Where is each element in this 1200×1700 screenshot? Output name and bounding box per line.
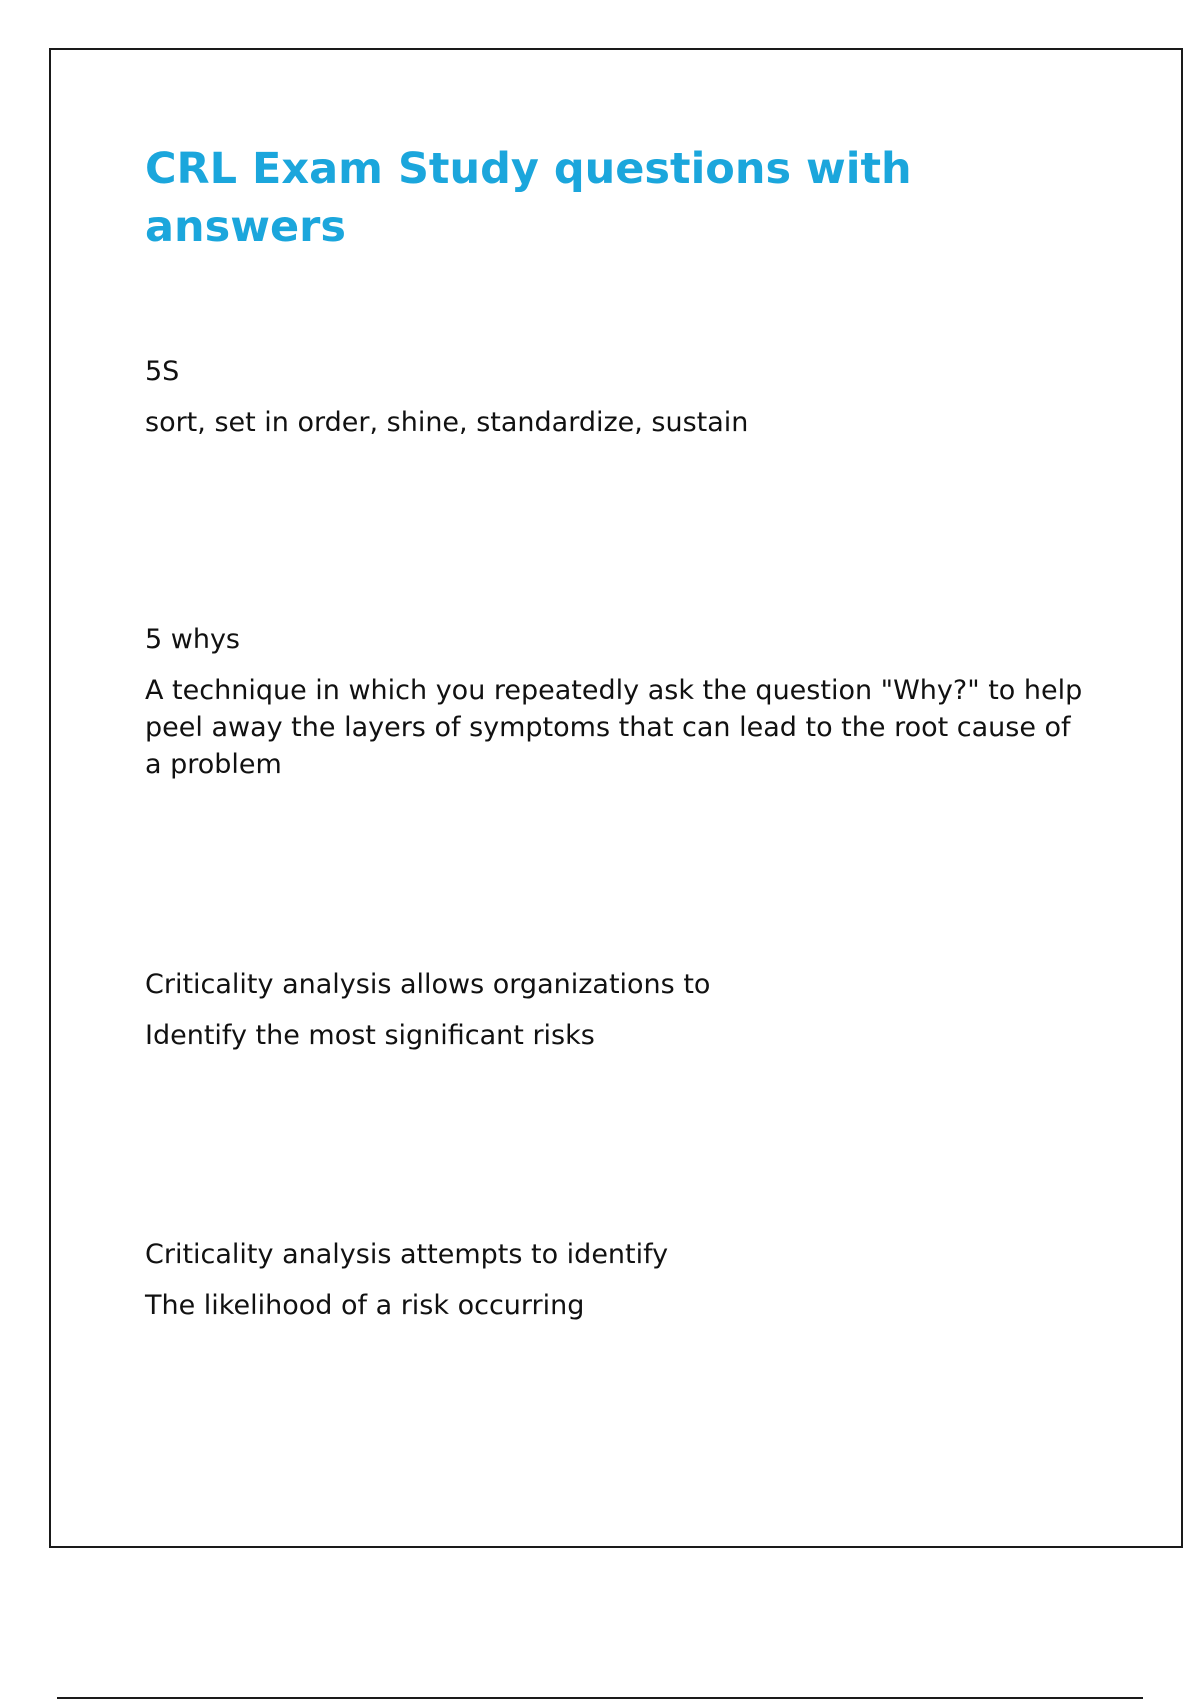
qa-card (145, 1237, 1085, 1324)
qa-card (145, 354, 1085, 441)
qa-card (145, 967, 1085, 1054)
question-text: 5S (145, 356, 180, 387)
answer-text: A technique in which you repeatedly ask the question "Why?" to help peel away the layers of symptoms that can lead to the root cause of a problem (145, 675, 1083, 780)
question-text: Criticality analysis allows organizations to (145, 969, 711, 1000)
question-text: 5 whys (145, 624, 241, 655)
question-text: Criticality analysis attempts to identify (145, 1239, 669, 1270)
answer-text: sort, set in order, shine, standardize, sustain (145, 407, 749, 438)
answer-text: The likelihood of a risk occurring (145, 1290, 585, 1321)
document-title: CRL Exam Study questions with answers (145, 144, 912, 252)
qa-card (145, 622, 1085, 783)
footer-rule (57, 1697, 1143, 1699)
answer-text: Identify the most significant risks (145, 1020, 595, 1051)
